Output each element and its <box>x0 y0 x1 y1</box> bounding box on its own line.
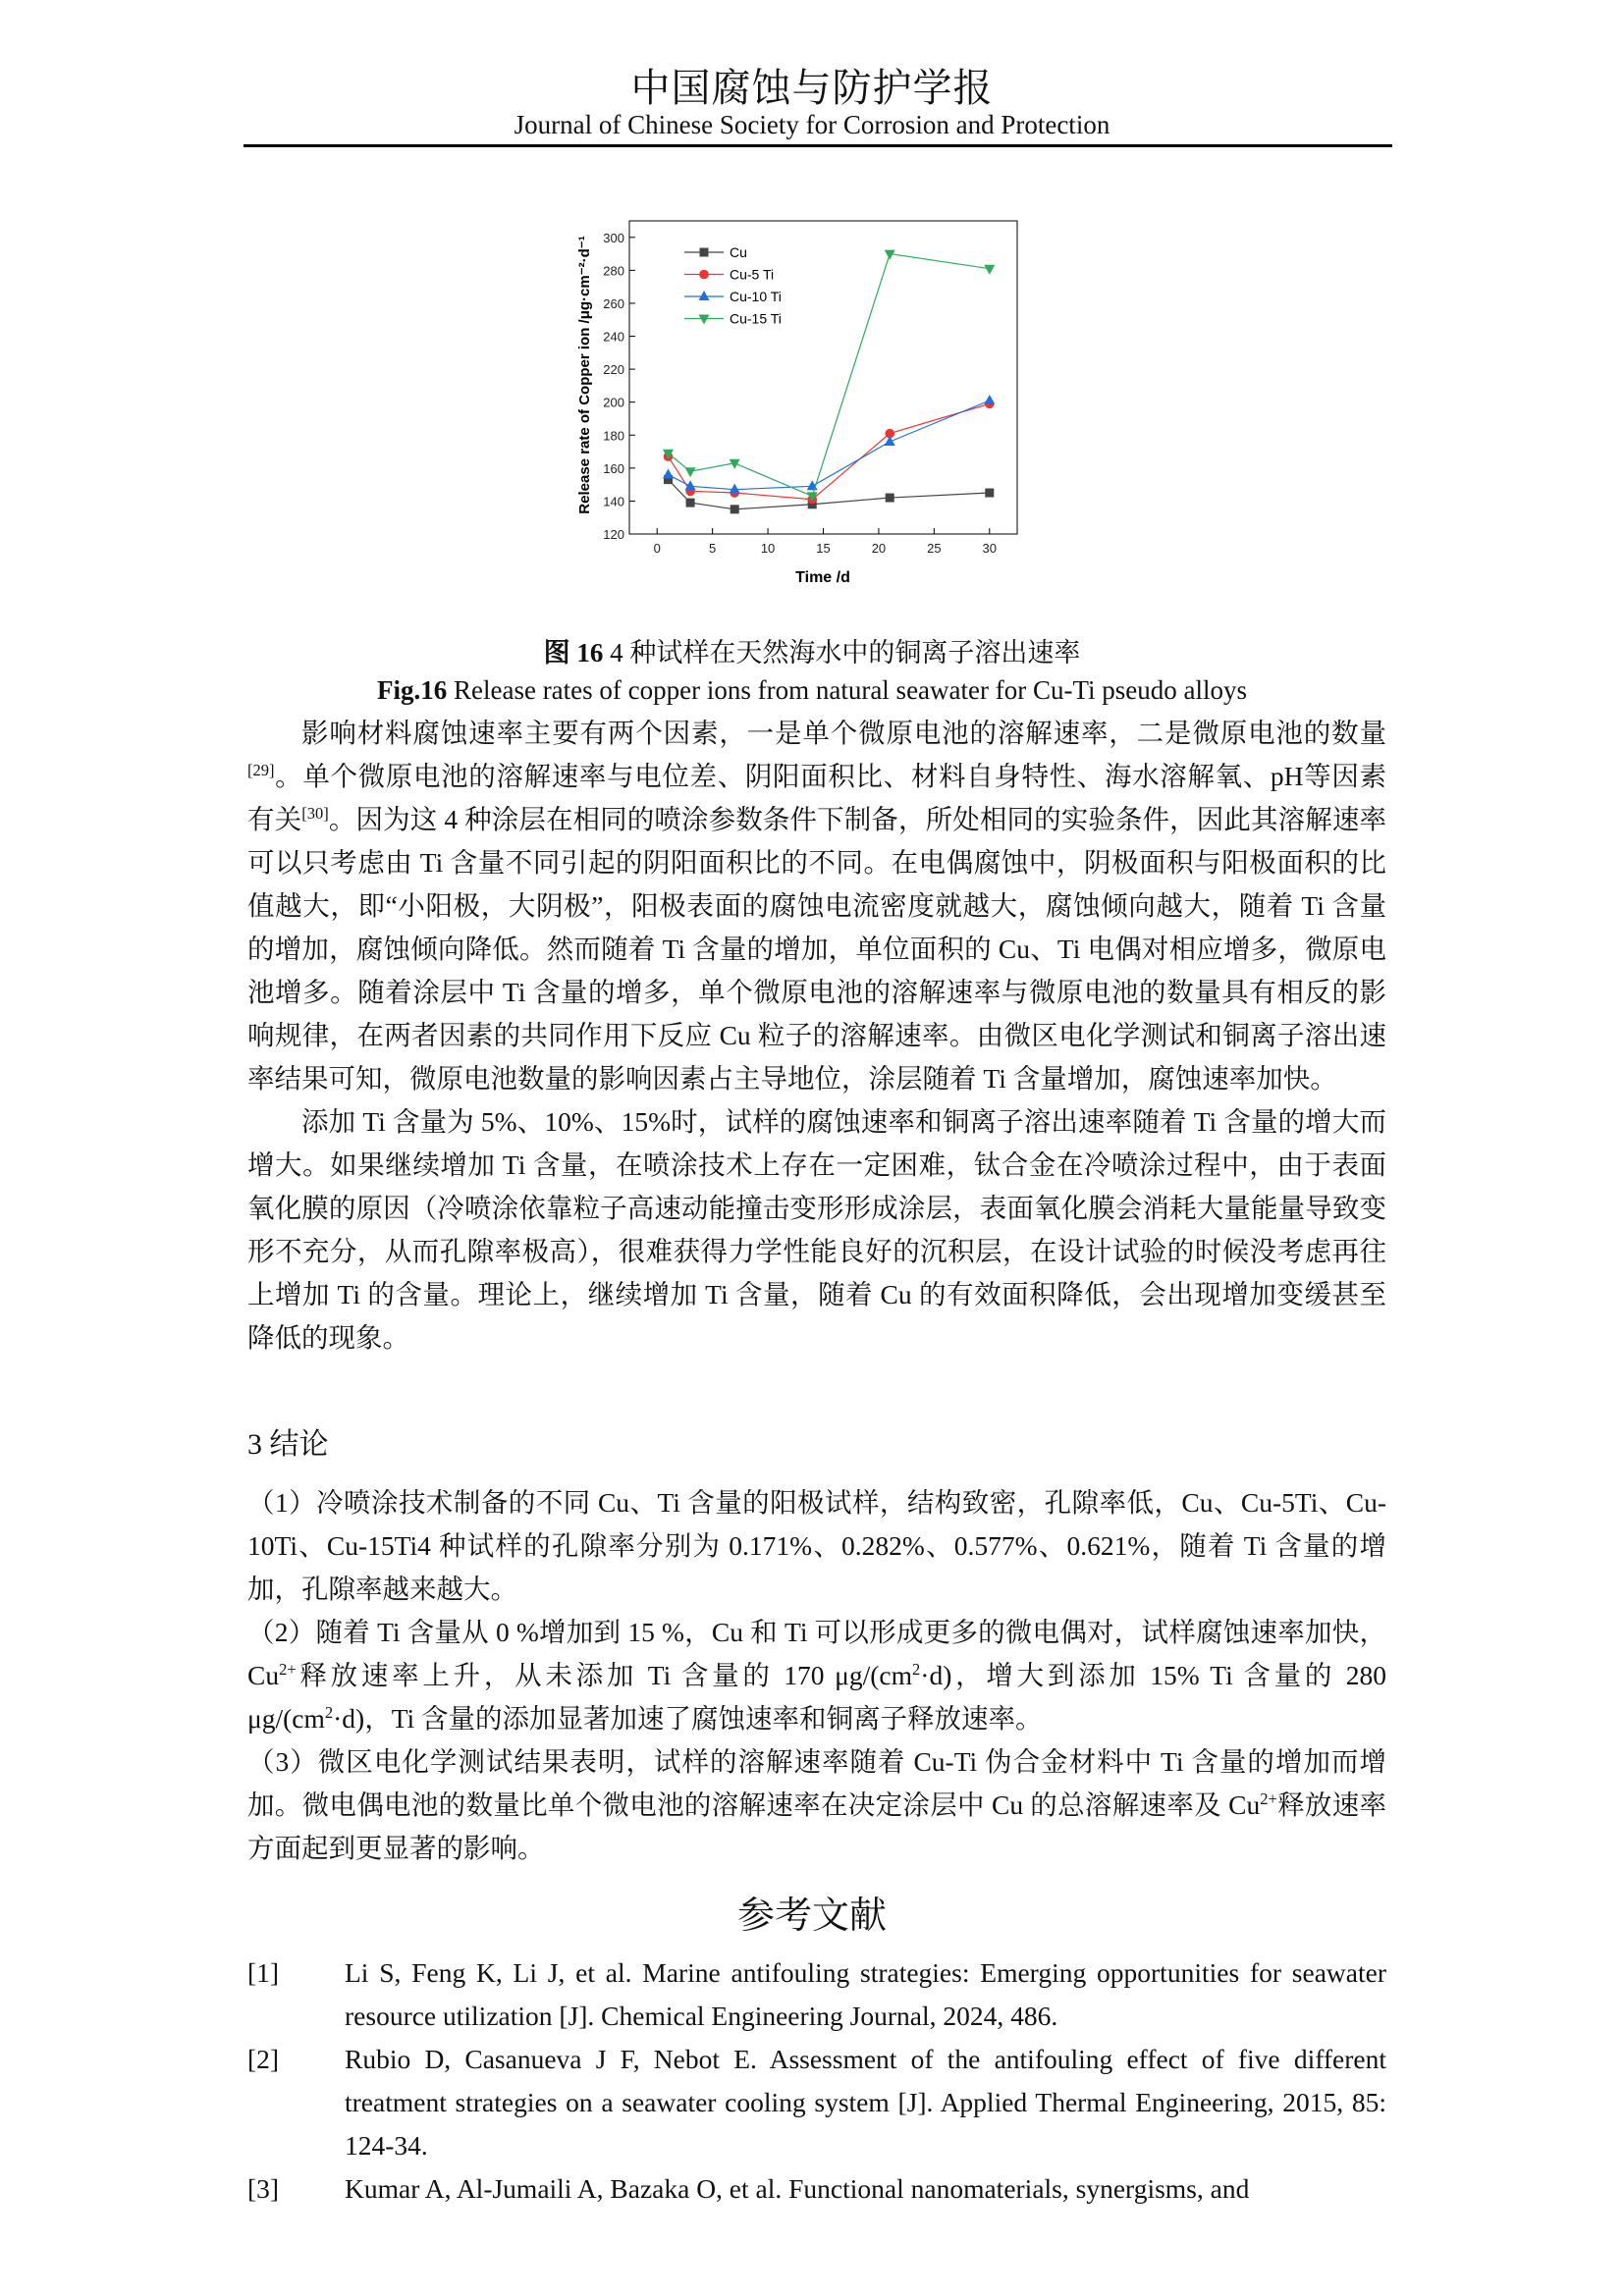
series-line-cu-5ti <box>669 403 990 499</box>
x-tick-label: 25 <box>927 541 942 556</box>
sup: 2 <box>912 1659 921 1679</box>
text: （2）随着 Ti 含量从 0 %增加到 15 %，Cu 和 Ti 可以形成更多的微电偶对，试样腐蚀速率加快，Cu <box>247 1617 1386 1690</box>
y-tick-label: 260 <box>603 295 624 311</box>
text: ·d)，Ti 含量的添加显著加速了腐蚀速率和铜离子释放速率。 <box>333 1703 1043 1734</box>
sup: 2+ <box>1260 1789 1277 1808</box>
paragraph-2: 添加 Ti 含量为 5%、10%、15%时，试样的腐蚀速率和铜离子溶出速率随着 Ti 含量的增大而增大。如果继续增加 Ti 含量，在喷涂技术上存在一定困难，钛合金在冷喷涂过程中，由于表面氧化膜的原因（冷喷涂依靠粒子高速动能撞击变形形成涂层，表面氧化膜会消耗大量能量导致变形不充分，从而孔隙率极高），很难获得力学性能良好的沉积层，在设计试验的时候没考虑再往上增加 Ti 的含量。理论上，继续增加 Ti 含量，随着 Cu 的有效面积降低，会出现增加变缓甚至降低的现象。 <box>247 1106 1386 1353</box>
journal-title-cn: 中国腐蚀与防护学报 <box>630 66 994 111</box>
text: 释放速率上升，从未添加 Ti 含量的 170 μg/(cm <box>296 1660 913 1690</box>
figure-caption-cn-text: 4 种试样在天然海水中的铜离子溶出速率 <box>603 638 1081 667</box>
conclusion-3 <box>247 1740 1386 1870</box>
conclusion-2 <box>247 1611 1386 1740</box>
sup: 2+ <box>279 1659 297 1679</box>
legend-label: Cu <box>730 244 747 260</box>
y-axis-label: Release rate of Copper ion /μg·cm⁻²·d⁻¹ <box>576 236 593 514</box>
y-tick-label: 160 <box>603 460 624 476</box>
legend-marker <box>699 270 709 280</box>
data-point <box>686 499 695 507</box>
x-tick-label: 20 <box>871 541 887 556</box>
legend-label: Cu-5 Ti <box>730 266 775 283</box>
x-tick-label: 15 <box>816 541 831 556</box>
text: 影响材料腐蚀速率主要有两个因素，一是单个微原电池的溶解速率，二是微原电池的数量 <box>301 718 1386 748</box>
reference-item <box>247 2167 1386 2211</box>
x-tick-label: 5 <box>709 541 717 556</box>
data-point <box>985 489 994 498</box>
body-text <box>247 712 1386 1360</box>
paragraph-1 <box>247 712 1386 1100</box>
release-rate-chart <box>569 216 1041 599</box>
citation-29[interactable]: [29] <box>247 760 275 779</box>
y-tick-label: 280 <box>603 263 624 279</box>
reference-text: Li S, Feng K, Li J, et al. Marine antifouling strategies: Emerging opportunities for seawater resource utilization [J]. Chemical Engineering Journal, 2024, 486. <box>345 1957 1386 2031</box>
legend-label: Cu-10 Ti <box>730 289 782 304</box>
figure-caption-cn <box>0 631 1624 669</box>
data-point <box>730 484 740 494</box>
figure-caption-en <box>0 675 1624 706</box>
data-point <box>984 265 995 275</box>
reference-text: Kumar A, Al-Jumaili A, Bazaka O, et al. Functional nanomaterials, synergisms, and <box>345 2173 1250 2204</box>
y-tick-label: 200 <box>603 395 624 410</box>
reference-number: [2] <box>247 2044 280 2074</box>
figure-caption-en-text: Release rates of copper ions from natural seawater for Cu-Ti pseudo alloys <box>447 675 1248 705</box>
figure-label-cn: 图 16 <box>543 638 604 667</box>
data-point <box>685 467 696 477</box>
y-tick-label: 300 <box>603 230 624 245</box>
y-tick-label: 140 <box>603 494 624 509</box>
journal-title-en: Journal of Chinese Society for Corrosion and Protection <box>514 110 1110 139</box>
text: ·d)，增大到添加 15% Ti 含量的 280 μg/(cm <box>247 1660 1387 1734</box>
reference-item <box>247 1951 1386 2038</box>
series-line-cu-15ti <box>669 254 990 497</box>
data-point <box>663 469 674 479</box>
x-tick-label: 10 <box>760 541 776 556</box>
conclusion-1: （1）冷喷涂技术制备的不同 Cu、Ti 含量的阳极试样，结构致密，孔隙率低，Cu、Cu-5Ti、Cu-10Ti、Cu-15Ti4 种试样的孔隙率分别为 0.171%、0.282%、0.577%、0.621%，随着 Ti 含量的增加，孔隙率越来越大。 <box>247 1487 1386 1604</box>
header-rule <box>244 144 1392 147</box>
y-tick-label: 220 <box>603 362 624 378</box>
conclusions <box>247 1481 1386 1870</box>
series-line-cu <box>669 480 990 509</box>
reference-number: [1] <box>247 1957 280 1988</box>
data-point <box>984 395 995 404</box>
text: （3）微区电化学测试结果表明，试样的溶解速率随着 Cu-Ti 伪合金材料中 Ti 含量的增加而增加。微电偶电池的数量比单个微电池的溶解速率在决定涂层中 Cu 的总溶解速率及 Cu <box>247 1746 1386 1820</box>
reference-number: [3] <box>247 2173 280 2204</box>
y-tick-label: 120 <box>603 527 624 542</box>
text: 。单个微原电池的溶解速率与电位差、阴阳面积比、材料自身特性、海水溶解氧、pH等因素有关 <box>247 761 1386 834</box>
citation-30[interactable]: [30] <box>301 803 329 823</box>
legend-marker <box>699 315 710 325</box>
x-tick-label: 30 <box>982 541 998 556</box>
legend-marker <box>700 248 709 257</box>
figure-label-en: Fig.16 <box>376 675 448 705</box>
y-tick-label: 180 <box>603 428 624 444</box>
reference-item <box>247 2038 1386 2167</box>
references-heading: 参考文献 <box>736 1894 887 1937</box>
y-tick-label: 240 <box>603 329 624 345</box>
data-point <box>731 505 739 513</box>
reference-text: Rubio D, Casanueva J F, Nebot E. Assessment of the antifouling effect of five different treatment strategies on a seawater cooling system [J]. Applied Thermal Engineering, 2015, 85: 124-34. <box>345 2044 1386 2161</box>
section-heading-conclusion: 3 结论 <box>247 1428 329 1461</box>
text: 。因为这 4 种涂层在相同的喷涂参数条件下制备，所处相同的实验条件，因此其溶解速率可以只考虑由 Ti 含量不同引起的阴阳面积比的不同。在电偶腐蚀中，阴极面积与阳极面积的比值越大，即“小阳极，大阴极”，阳极表面的腐蚀电流密度就越大，腐蚀倾向越大，随着 Ti 含量的增加，腐蚀倾向降低。然而随着 Ti 含量的增加，单位面积的 Cu、Ti 电偶对相应增多，微原电池增多。随着涂层中 Ti 含量的增多，单个微原电池的溶解速率与微原电池的数量具有相反的影响规律，在两者因素的共同作用下反应 Cu 粒子的溶解速率。由微区电化学测试和铜离子溶出速率结果可知，微原电池数量的影响因素占主导地位，涂层随着 Ti 含量增加，腐蚀速率加快。 <box>247 804 1387 1094</box>
x-axis-label: Time /d <box>795 569 850 586</box>
sup: 2 <box>324 1702 334 1722</box>
data-point <box>886 494 894 503</box>
legend-label: Cu-15 Ti <box>730 310 782 327</box>
x-tick-label: 0 <box>653 541 661 556</box>
legend-marker <box>699 291 710 300</box>
text: 释放速率方面起到更显著的影响。 <box>247 1789 1386 1863</box>
